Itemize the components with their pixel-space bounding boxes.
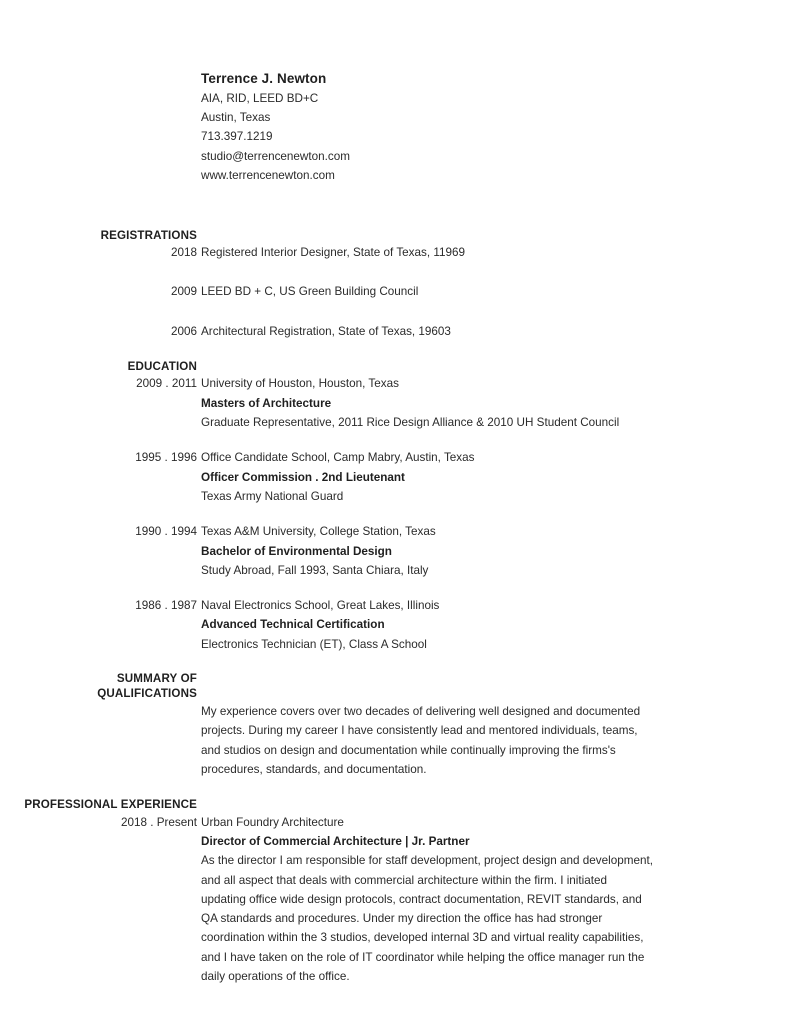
candidate-credentials: AIA, RID, LEED BD+C bbox=[201, 91, 319, 105]
candidate-phone: 713.397.1219 bbox=[201, 130, 273, 144]
registration-text: Registered Interior Designer, State of Texas, 11969 bbox=[201, 246, 465, 260]
education-institution: Naval Electronics School, Great Lakes, Illinois bbox=[201, 599, 440, 613]
education-detail: Graduate Representative, 2011 Rice Design Alliance & 2010 UH Student Council bbox=[201, 416, 620, 430]
registration-entry bbox=[0, 243, 800, 262]
education-heading-row bbox=[0, 359, 800, 375]
resume-header bbox=[0, 0, 800, 186]
education-institution: Office Candidate School, Camp Mabry, Austin, Texas bbox=[201, 451, 475, 465]
candidate-name: Terrence J. Newton bbox=[201, 71, 327, 86]
spacer bbox=[0, 302, 800, 322]
experience-date: 2018 . Present bbox=[120, 815, 197, 829]
registration-text: Architectural Registration, State of Texas, 19603 bbox=[201, 324, 451, 338]
spacer bbox=[0, 654, 800, 671]
section-summary-of-qualifications bbox=[0, 671, 800, 779]
registration-entry bbox=[0, 322, 800, 341]
education-heading: EDUCATION bbox=[127, 359, 197, 373]
candidate-email: studio@terrencenewton.com bbox=[201, 149, 350, 163]
experience-heading-row bbox=[0, 797, 800, 813]
spacer bbox=[0, 214, 800, 228]
education-date: 2009 . 2011 bbox=[136, 377, 197, 391]
education-degree: Bachelor of Environmental Design bbox=[201, 544, 392, 558]
spacer bbox=[0, 506, 800, 522]
spacer bbox=[0, 580, 800, 596]
summary-heading-line2: QUALIFICATIONS bbox=[97, 687, 197, 701]
experience-heading: PROFESSIONAL EXPERIENCE bbox=[24, 798, 197, 812]
spacer bbox=[0, 432, 800, 448]
education-body bbox=[197, 374, 657, 432]
education-body bbox=[197, 448, 657, 506]
education-date: 1986 . 1987 bbox=[135, 599, 197, 613]
registrations-heading: REGISTRATIONS bbox=[100, 228, 197, 242]
registration-date: 2009 bbox=[170, 285, 197, 299]
registrations-heading-row bbox=[0, 228, 800, 244]
registration-date: 2018 bbox=[170, 246, 197, 260]
education-detail: Texas Army National Guard bbox=[201, 489, 344, 503]
section-education bbox=[0, 359, 800, 654]
education-degree: Masters of Architecture bbox=[201, 396, 332, 410]
candidate-website: www.terrencenewton.com bbox=[201, 169, 335, 183]
education-date: 1995 . 1996 bbox=[135, 451, 197, 465]
education-entry bbox=[0, 596, 800, 654]
spacer bbox=[0, 186, 800, 214]
education-detail: Electronics Technician (ET), Class A School bbox=[201, 637, 427, 651]
section-professional-experience bbox=[0, 797, 800, 986]
header-name-row bbox=[0, 69, 800, 186]
candidate-location: Austin, Texas bbox=[201, 110, 271, 124]
education-entry bbox=[0, 374, 800, 432]
experience-description: As the director I am responsible for staff development, project design and development, and all aspect that deals with commercial architecture within the firm. I initiated updating office wide design protocols, contract documentation, REVIT standards, and QA standards and procedures. Under my direction the office has had stronger coordination within the 3 studios, developed internal 3D and virtual reality capabilities, and I have taken on the role of IT coordinator while helping the office manager run the daily operations of the office. bbox=[201, 854, 653, 984]
education-body bbox=[197, 522, 657, 580]
registration-date: 2006 bbox=[170, 324, 197, 338]
experience-company: Urban Foundry Architecture bbox=[201, 815, 344, 829]
education-institution: Texas A&M University, College Station, Texas bbox=[201, 525, 436, 539]
summary-body bbox=[197, 702, 657, 779]
summary-paragraph: My experience covers over two decades of delivering well designed and documented projects. During my career I have consistently lead and mentored individuals, teams, and studios on design and documentation while continually improving the firms's procedures, standards, and documentation. bbox=[201, 704, 641, 776]
spacer bbox=[0, 779, 800, 797]
education-entry bbox=[0, 522, 800, 580]
education-degree: Officer Commission . 2nd Lieutenant bbox=[201, 470, 405, 484]
spacer bbox=[0, 341, 800, 359]
registration-body bbox=[197, 243, 657, 262]
summary-heading-line1: SUMMARY OF bbox=[116, 671, 197, 685]
experience-body bbox=[197, 813, 657, 987]
education-entry bbox=[0, 448, 800, 506]
summary-entry bbox=[0, 702, 800, 779]
registration-entry bbox=[0, 282, 800, 301]
experience-entry bbox=[0, 813, 800, 987]
registration-text: LEED BD + C, US Green Building Council bbox=[201, 285, 419, 299]
education-detail: Study Abroad, Fall 1993, Santa Chiara, Italy bbox=[201, 563, 429, 577]
registration-body bbox=[197, 322, 657, 341]
education-body bbox=[197, 596, 657, 654]
header-content bbox=[197, 69, 652, 186]
education-institution: University of Houston, Houston, Texas bbox=[201, 377, 399, 391]
experience-title: Director of Commercial Architecture | Jr. Partner bbox=[201, 834, 470, 848]
summary-heading-row bbox=[0, 671, 800, 702]
education-degree: Advanced Technical Certification bbox=[201, 618, 385, 632]
spacer bbox=[0, 262, 800, 282]
registration-body bbox=[197, 282, 657, 301]
summary-heading bbox=[0, 671, 197, 702]
section-registrations bbox=[0, 228, 800, 341]
education-date: 1990 . 1994 bbox=[135, 525, 197, 539]
